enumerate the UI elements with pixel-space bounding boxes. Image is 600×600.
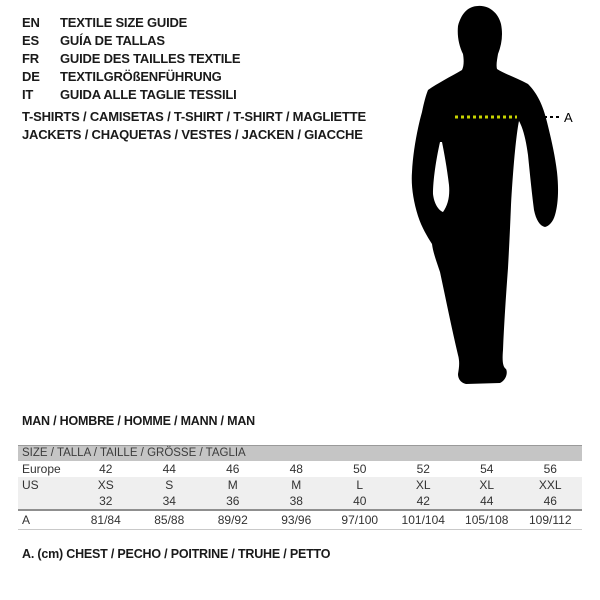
- category-line-jackets: JACKETS / CHAQUETAS / VESTES / JACKEN / GIACCHE: [22, 127, 363, 142]
- footnote-chest: A. (cm) CHEST / PECHO / POITRINE / TRUHE / PETTO: [22, 547, 331, 561]
- language-code: IT: [22, 87, 34, 102]
- language-title: GUIDE DES TAILLES TEXTILE: [60, 51, 241, 66]
- size-cell: 32: [99, 494, 113, 508]
- table-row-europe: [18, 461, 582, 477]
- size-cell: XL: [479, 478, 495, 492]
- size-cell: 81/84: [90, 513, 121, 527]
- size-cell: 44: [162, 462, 176, 476]
- size-cell: XS: [97, 478, 114, 492]
- size-cell: 46: [226, 462, 240, 476]
- language-title: TEXTILE SIZE GUIDE: [60, 15, 188, 30]
- size-cell: 85/88: [154, 513, 185, 527]
- size-cell: 34: [162, 494, 176, 508]
- language-row-de: [22, 68, 240, 86]
- size-cell: XL: [415, 478, 431, 492]
- row-label-us: US: [22, 478, 39, 492]
- size-cell: L: [356, 478, 364, 492]
- table-row-us: [18, 477, 582, 493]
- size-cell: 109/112: [529, 513, 572, 527]
- table-row-chest-a: [18, 509, 582, 530]
- size-cell: 54: [480, 462, 494, 476]
- language-row-fr: [22, 50, 240, 68]
- size-cell: 101/104: [401, 513, 445, 527]
- size-cell: 46: [543, 494, 557, 508]
- size-table: [18, 445, 582, 530]
- row-label-a: A: [22, 513, 31, 527]
- size-cell: 42: [99, 462, 113, 476]
- size-cell: 52: [416, 462, 430, 476]
- language-row-es: [22, 32, 240, 50]
- language-code: FR: [22, 51, 39, 66]
- measure-label-a: A: [564, 110, 573, 125]
- language-title: GUIDA ALLE TAGLIE TESSILI: [60, 87, 237, 102]
- table-row-alt-sizes: [18, 493, 582, 509]
- man-silhouette-figure: [400, 0, 600, 400]
- size-cell: 93/96: [281, 513, 312, 527]
- language-code: EN: [22, 15, 40, 30]
- language-list: [22, 14, 240, 104]
- section-title-man: MAN / HOMBRE / HOMME / MANN / MAN: [22, 414, 255, 428]
- size-cell: 97/100: [341, 513, 379, 527]
- size-cell: 105/108: [465, 513, 509, 527]
- row-label-europe: Europe: [22, 462, 61, 476]
- size-cell: 44: [480, 494, 494, 508]
- size-cell: 48: [289, 462, 303, 476]
- size-cell: 89/92: [217, 513, 248, 527]
- man-silhouette-path: [412, 6, 558, 384]
- language-row-it: [22, 86, 240, 104]
- category-line-tshirts: T-SHIRTS / CAMISETAS / T-SHIRT / T-SHIRT / MAGLIETTE: [22, 109, 366, 124]
- size-cell: 38: [289, 494, 303, 508]
- language-row-en: [22, 14, 240, 32]
- size-cell: S: [165, 478, 174, 492]
- size-cell: 36: [226, 494, 240, 508]
- language-code: DE: [22, 69, 40, 84]
- language-title: GUÍA DE TALLAS: [60, 33, 165, 48]
- size-cell: 50: [353, 462, 367, 476]
- size-cell: 40: [353, 494, 367, 508]
- language-title: TEXTILGRÖßENFÜHRUNG: [60, 69, 222, 84]
- size-cell: 42: [416, 494, 430, 508]
- size-cell: XXL: [538, 478, 562, 492]
- language-code: ES: [22, 33, 39, 48]
- row-label-blank: [18, 493, 74, 509]
- size-cell: M: [291, 478, 302, 492]
- size-table-header: SIZE / TALLA / TAILLE / GRÖSSE / TAGLIA: [18, 445, 582, 461]
- category-list: [22, 108, 366, 144]
- size-cell: M: [227, 478, 238, 492]
- size-cell: 56: [543, 462, 557, 476]
